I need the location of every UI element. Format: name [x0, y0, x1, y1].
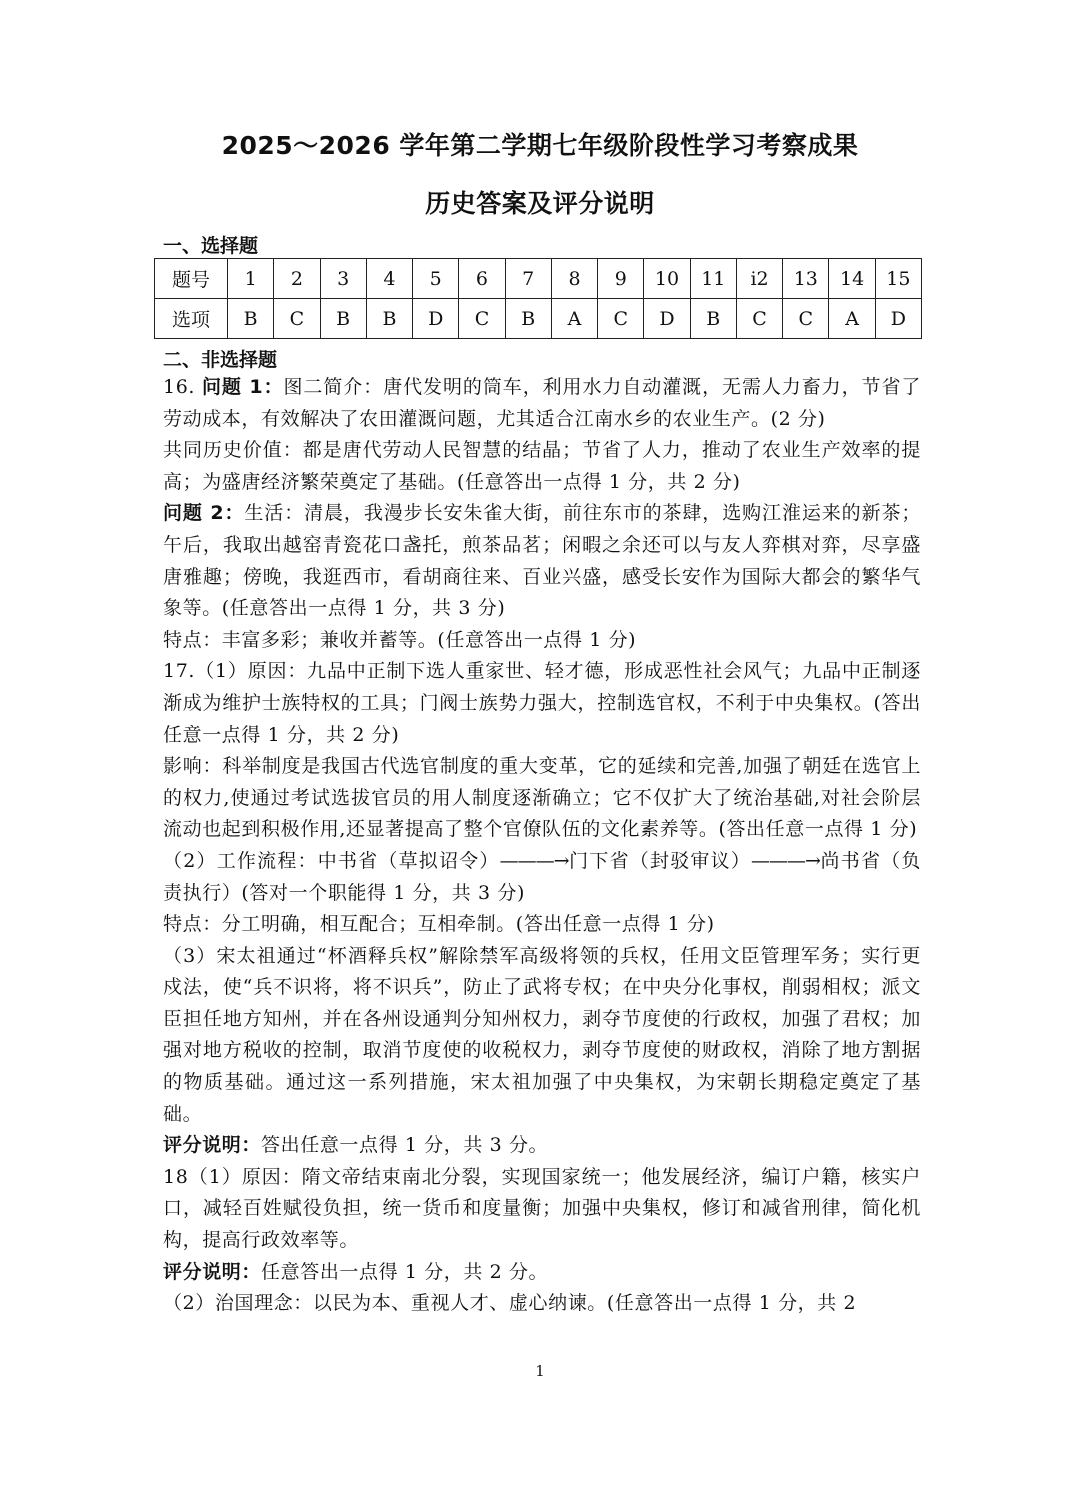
scoring-label: 评分说明： [163, 1260, 262, 1283]
answer-choice: A [551, 299, 597, 339]
page-number: 1 [535, 1362, 545, 1380]
row-label-numbers: 题号 [155, 259, 228, 299]
scoring-text: 任意答出一点得 1 分，共 2 分。 [261, 1260, 549, 1283]
question-number: 6 [459, 259, 505, 299]
q17-workflow-middle: 门下省（封驳审议） [568, 849, 752, 872]
answer-choice: D [413, 299, 459, 339]
q16-common-value: 共同历史价值：都是唐代劳动人民智慧的结晶；节省了人力，推动了农业生产效率的提高；为盛唐经济繁荣奠定了基础。(任意答出一点得 1 分，共 2 分) [163, 439, 921, 493]
answer-choice: B [505, 299, 551, 339]
answer-choice: B [320, 299, 366, 339]
q16-number: 16. [163, 376, 202, 398]
q17-workflow-start: （2）工作流程：中书省（草拟诏令） [163, 849, 500, 872]
q16-features: 特点：丰富多彩；兼收并蓄等。(任意答出一点得 1 分) [163, 628, 637, 651]
question-number: 1 [228, 259, 274, 299]
answer-choice: D [875, 299, 921, 339]
question-number: 13 [783, 259, 829, 299]
answer-choice: D [644, 299, 690, 339]
answer-table [154, 258, 922, 339]
answer-choice: B [366, 299, 412, 339]
q17-features: 特点：分工明确，相互配合；互相牵制。(答出任意一点得 1 分) [163, 913, 715, 936]
q17-scoring-note [163, 1130, 921, 1162]
question-number-row [155, 259, 922, 299]
answer-body [163, 372, 921, 1320]
q17-part1: 17.（1）原因：九品中正制下选人重家世、轻才德，形成恶性社会风气；九品中正制逐渐成为维护士族特权的工具；门阀士族势力强大，控制选官权，不利于中央集权。(答出任意一点得 1 分，共 2 分) [163, 660, 921, 746]
q16-part2-text: 生活：清晨，我漫步长安朱雀大街，前往东市的茶肆，选购江淮运来的新茶；午后，我取出越窑青瓷花口盏托，煎茶品茗；闲暇之余还可以与友人弈棋对弈，尽享盛唐雅趣；傍晚，我逛西市，看胡商往来、百业兴盛，感受长安作为国际大都会的繁华气象等。(任意答出一点得 1 分，共 3 分) [163, 502, 921, 620]
question-number: 7 [505, 259, 551, 299]
question-number: 4 [366, 259, 412, 299]
scoring-text: 答出任意一点得 1 分，共 3 分。 [261, 1134, 549, 1157]
question-number: 5 [413, 259, 459, 299]
question-number: 15 [875, 259, 921, 299]
q17-part3: （3）宋太祖通过“杯酒释兵权”解除禁军高级将领的兵权，任用文臣管理军务；实行更戍法，使“兵不识将，将不识兵”，防止了武将专权；在中央分化事权，削弱相权；派文臣担任地方知州，并在各州设通判分知州权力，剥夺节度使的行政权，加强了君权；加强对地方税收的控制，取消节度使的收税权力，剥夺节度使的财政权，消除了地方割据的物质基础。通过这一系列措施，宋太祖加强了中央集权，为宋朝长期稳定奠定了基础。 [163, 944, 921, 1125]
q16-part2-label: 问题 2： [163, 502, 245, 525]
q17-workflow-end: 尚书省（负责执行）(答对一个职能得 1 分，共 3 分) [163, 849, 921, 904]
answer-choice: C [736, 299, 782, 339]
question-number: 11 [690, 259, 736, 299]
question-number: 8 [551, 259, 597, 299]
section-heading-non-choice: 二、非选择题 [163, 349, 278, 371]
document-subtitle: 历史答案及评分说明 [425, 189, 655, 218]
section-heading-multiple-choice: 一、选择题 [163, 235, 259, 257]
q16-part1-label: 问题 1： [202, 376, 284, 398]
q17-impact: 影响：科举制度是我国古代选官制度的重大变革，它的延续和完善,加强了朝廷在选官上的权力,使通过考试选拔官员的用人制度逐渐确立；它不仅扩大了统治基础,对社会阶层流动也起到积极作用,还显著提高了整个官僚队伍的文化素养等。(答出任意一点得 1 分) [163, 755, 921, 841]
q18-scoring-note [163, 1257, 921, 1289]
scoring-label: 评分说明： [163, 1134, 262, 1157]
q16-part2 [163, 498, 921, 624]
answer-choice: C [459, 299, 505, 339]
answer-row [155, 299, 922, 339]
question-number: 9 [598, 259, 644, 299]
question-number: 3 [320, 259, 366, 299]
q18-part2: （2）治国理念：以民为本、重视人才、虚心纳谏。(任意答出一点得 1 分，共 2 [163, 1292, 857, 1315]
document-title: 2025～2026 学年第二学期七年级阶段性学习考察成果 [221, 131, 859, 160]
question-number: 2 [274, 259, 320, 299]
answer-choice: A [829, 299, 875, 339]
row-label-answers: 选项 [155, 299, 228, 339]
answer-choice: B [228, 299, 274, 339]
arrow-right-icon: ———→ [499, 849, 569, 872]
answer-choice: C [598, 299, 644, 339]
q16-part1-text: 图二简介：唐代发明的筒车，利用水力自动灌溉，无需人力畜力，节省了劳动成本，有效解决了农田灌溉问题，尤其适合江南水乡的农业生产。(2 分) [163, 376, 922, 430]
question-number: 10 [644, 259, 690, 299]
question-number: 14 [829, 259, 875, 299]
answer-choice: C [274, 299, 320, 339]
answer-choice: B [690, 299, 736, 339]
question-number: i2 [736, 259, 782, 299]
q18-part1: 18（1）原因：隋文帝结束南北分裂，实现国家统一；他发展经济，编订户籍，核实户口，减轻百姓赋役负担，统一货币和度量衡；加强中央集权，修订和减省刑律，简化机构，提高行政效率等。 [163, 1165, 921, 1252]
answer-choice: C [783, 299, 829, 339]
arrow-right-icon: ———→ [751, 849, 820, 872]
q16-part1 [163, 372, 921, 435]
q17-part2 [163, 846, 921, 909]
